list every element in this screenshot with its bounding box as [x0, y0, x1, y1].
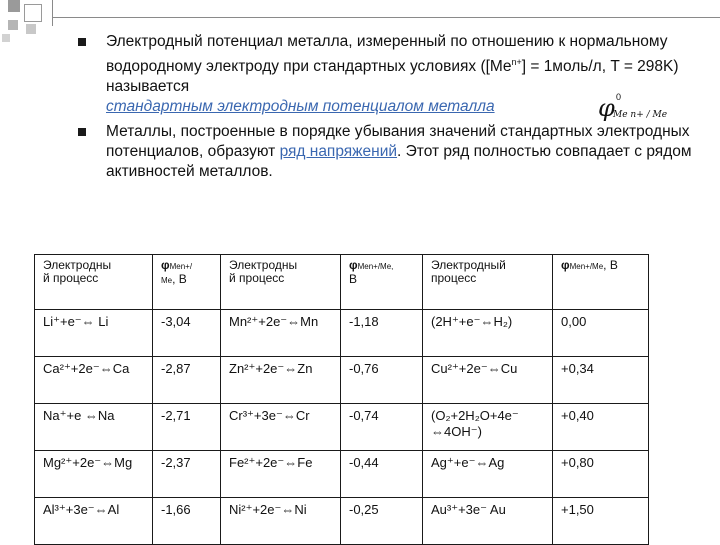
bullet-marker — [78, 38, 86, 46]
table-cell: -0,74 — [341, 404, 423, 451]
table-cell: Ag⁺+e⁻⇔Ag — [423, 451, 553, 498]
table-row — [35, 498, 649, 545]
standard-potential-link[interactable]: стандартным электродным потенциалом металла — [106, 98, 495, 116]
phi-superscript: 0 — [616, 92, 622, 102]
table-row — [35, 451, 649, 498]
header-phi: φMen+/ Me, В — [153, 255, 221, 310]
table-row — [35, 404, 649, 451]
header-process-2: Электродны й процесс — [221, 255, 341, 310]
header-phi-3: φMen+/Me, В — [553, 255, 649, 310]
table-cell: Mn²⁺+2e⁻⇔Mn — [221, 310, 341, 357]
header-phi-2: φMen+/Me, В — [341, 255, 423, 310]
table-cell: -1,66 — [153, 498, 221, 545]
potentials-table — [34, 254, 649, 545]
table-cell: -0,25 — [341, 498, 423, 545]
header-process: Электродны й процесс — [35, 255, 153, 310]
table-cell: -2,37 — [153, 451, 221, 498]
table-cell: +1,50 — [553, 498, 649, 545]
table-cell: -0,76 — [341, 357, 423, 404]
table-cell: Cr³⁺+3e⁻⇔Cr — [221, 404, 341, 451]
table-cell: 0,00 — [553, 310, 649, 357]
table-cell: (O₂+2H₂O+4e⁻ ⇔4OH⁻) — [423, 404, 553, 451]
table-cell: -2,71 — [153, 404, 221, 451]
bullet-marker — [78, 128, 86, 136]
table-cell: Au³⁺+3e⁻ Au — [423, 498, 553, 545]
bullet-2-text: Металлы, построенные в порядке убывания значений стандартных электродных потенциалов, образуют ряд напряжений. Этот ряд полностью совпадает с рядом активностей металлов. — [106, 123, 692, 180]
table-row — [35, 357, 649, 404]
table-header-row — [35, 255, 649, 310]
table-cell: (2H⁺+e⁻⇔H₂) — [423, 310, 553, 357]
table-cell: Li⁺+e⁻⇔ Li — [35, 310, 153, 357]
table-cell: -1,18 — [341, 310, 423, 357]
table-row — [35, 310, 649, 357]
table-cell: -2,87 — [153, 357, 221, 404]
table-cell: Zn²⁺+2e⁻⇔Zn — [221, 357, 341, 404]
table-cell: Cu²⁺+2e⁻⇔Cu — [423, 357, 553, 404]
top-rule — [52, 17, 720, 18]
table-cell: +0,80 — [553, 451, 649, 498]
table-cell: +0,34 — [553, 357, 649, 404]
series-link[interactable]: ряд напряжений — [279, 143, 398, 160]
table-cell: -3,04 — [153, 310, 221, 357]
phi-subscript: Me n+ / Me — [613, 110, 668, 120]
table-cell: Fe²⁺+2e⁻⇔Fe — [221, 451, 341, 498]
table-cell: Ni²⁺+2e⁻⇔Ni — [221, 498, 341, 545]
table-cell: Ca²⁺+2e⁻⇔Ca — [35, 357, 153, 404]
table-cell: Mg²⁺+2e⁻⇔Mg — [35, 451, 153, 498]
table-cell: Al³⁺+3e⁻⇔Al — [35, 498, 153, 545]
table-cell: -0,44 — [341, 451, 423, 498]
table-cell: +0,40 — [553, 404, 649, 451]
table-cell: Na⁺+e ⇔Na — [35, 404, 153, 451]
phi-symbol: φ — [598, 94, 615, 122]
bullet-1-text: Электродный потенциал металла, измеренный по отношению к нормальному водородному электроду при стандартных условиях ($[Me^{n+}]$ = 1моль/л, T = 298K) называется стандартным электродным потенциалом металла — [106, 33, 679, 116]
header-process-3: Электродный процесс — [423, 255, 553, 310]
side-rule — [52, 0, 53, 26]
